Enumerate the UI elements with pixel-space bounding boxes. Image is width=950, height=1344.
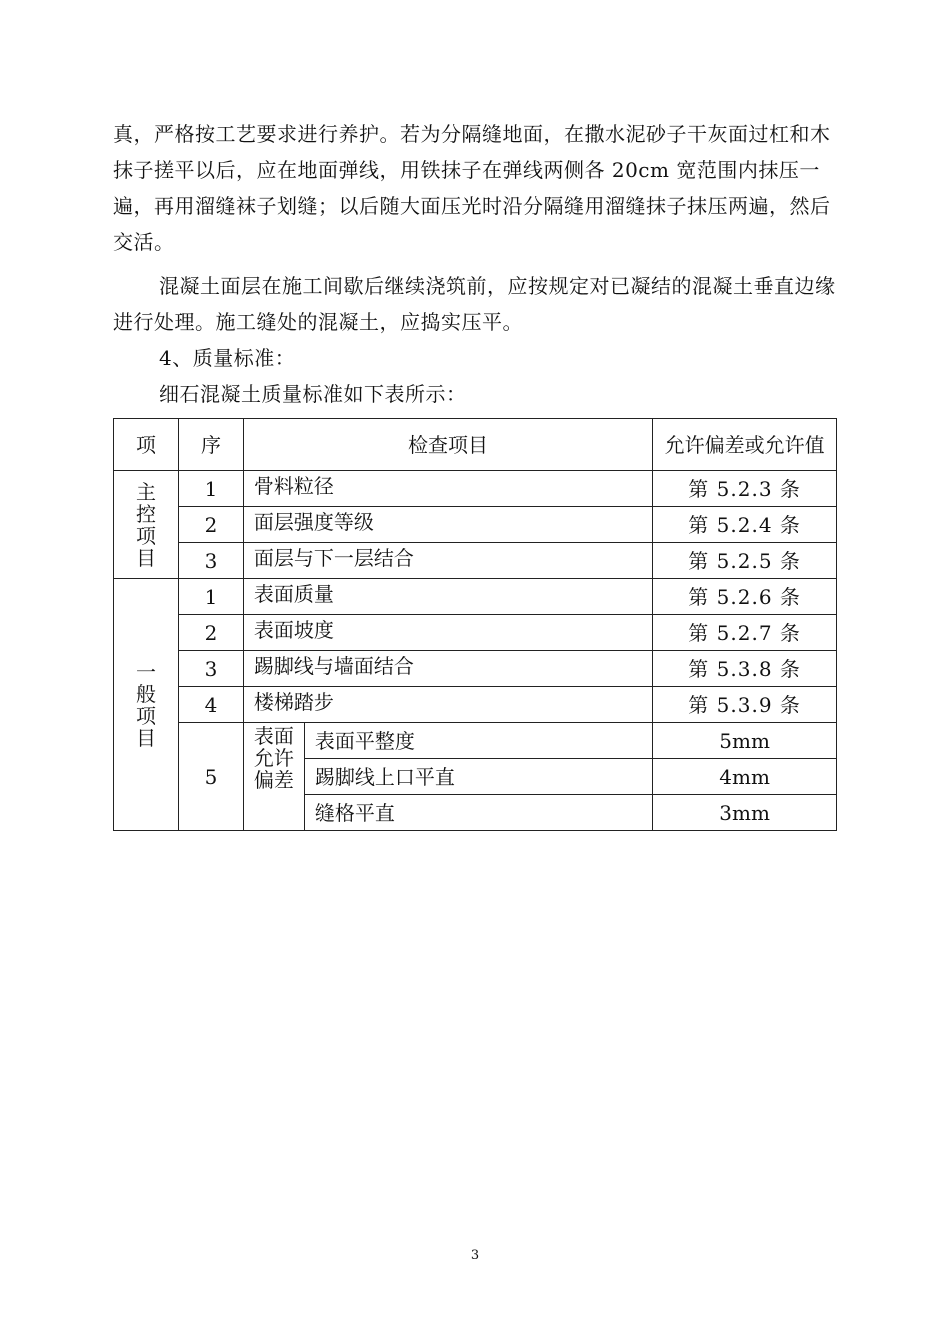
body-paragraph-2: 混凝土面层在施工间歇后继续浇筑前，应按规定对已凝结的混凝土垂直边缘进行处理。施工缝处的混凝土，应捣实压平。 [113,274,836,334]
table-row [114,579,837,615]
tolerance-value: 3mm [653,795,837,831]
body-paragraph-1: 真，严格按工艺要求进行养护。若为分隔缝地面，在撒水泥砂子干灰面过杠和木抹子搓平以后，应在地面弹线，用铁抹子在弹线两侧各 20cm 宽范围内抹压一遍，再用溜缝袜子划缝；以后随大面压光时沿分隔缝用溜缝抹子抹压两遍，然后交活。 [113,122,831,254]
tolerance-sub-label: 表面允许偏差 [243,723,304,831]
page-number: 3 [470,1248,480,1263]
row-seq: 2 [178,507,243,543]
row-value: 第 5.2.7 条 [653,615,837,651]
table-row [114,723,837,759]
group-main-control: 主控项目 [114,471,179,579]
table-row [114,651,837,687]
row-value: 第 5.2.3 条 [653,471,837,507]
row-value: 第 5.2.4 条 [653,507,837,543]
row-check: 表面坡度 [243,615,652,651]
row-seq: 5 [178,723,243,831]
row-value: 第 5.2.6 条 [653,579,837,615]
header-seq: 序 [178,419,243,471]
row-check: 表面质量 [243,579,652,615]
row-seq: 2 [178,615,243,651]
row-value: 第 5.3.9 条 [653,687,837,723]
table-row [114,543,837,579]
row-check: 面层与下一层结合 [243,543,652,579]
quality-standard-table [113,418,837,831]
header-tolerance: 允许偏差或允许值 [653,419,837,471]
table-row [114,615,837,651]
row-check: 骨料粒径 [243,471,652,507]
row-seq: 1 [178,579,243,615]
row-seq: 3 [178,651,243,687]
header-item: 项 [114,419,179,471]
row-seq: 3 [178,543,243,579]
table-intro: 细石混凝土质量标准如下表所示： [159,382,467,406]
row-value: 第 5.3.8 条 [653,651,837,687]
tolerance-value: 5mm [653,723,837,759]
table-row [114,507,837,543]
row-value: 第 5.2.5 条 [653,543,837,579]
table-row [114,687,837,723]
table-row [114,471,837,507]
row-check: 踢脚线与墙面结合 [243,651,652,687]
row-seq: 1 [178,471,243,507]
tolerance-check: 缝格平直 [304,795,652,831]
tolerance-check: 表面平整度 [304,723,652,759]
group-general: 一般项目 [114,579,179,831]
tolerance-check: 踢脚线上口平直 [304,759,652,795]
header-check-item: 检查项目 [243,419,652,471]
row-check: 楼梯踏步 [243,687,652,723]
section-heading-quality-standard: 4、质量标准： [159,346,296,370]
tolerance-value: 4mm [653,759,837,795]
table-header-row [114,419,837,471]
row-check: 面层强度等级 [243,507,652,543]
row-seq: 4 [178,687,243,723]
